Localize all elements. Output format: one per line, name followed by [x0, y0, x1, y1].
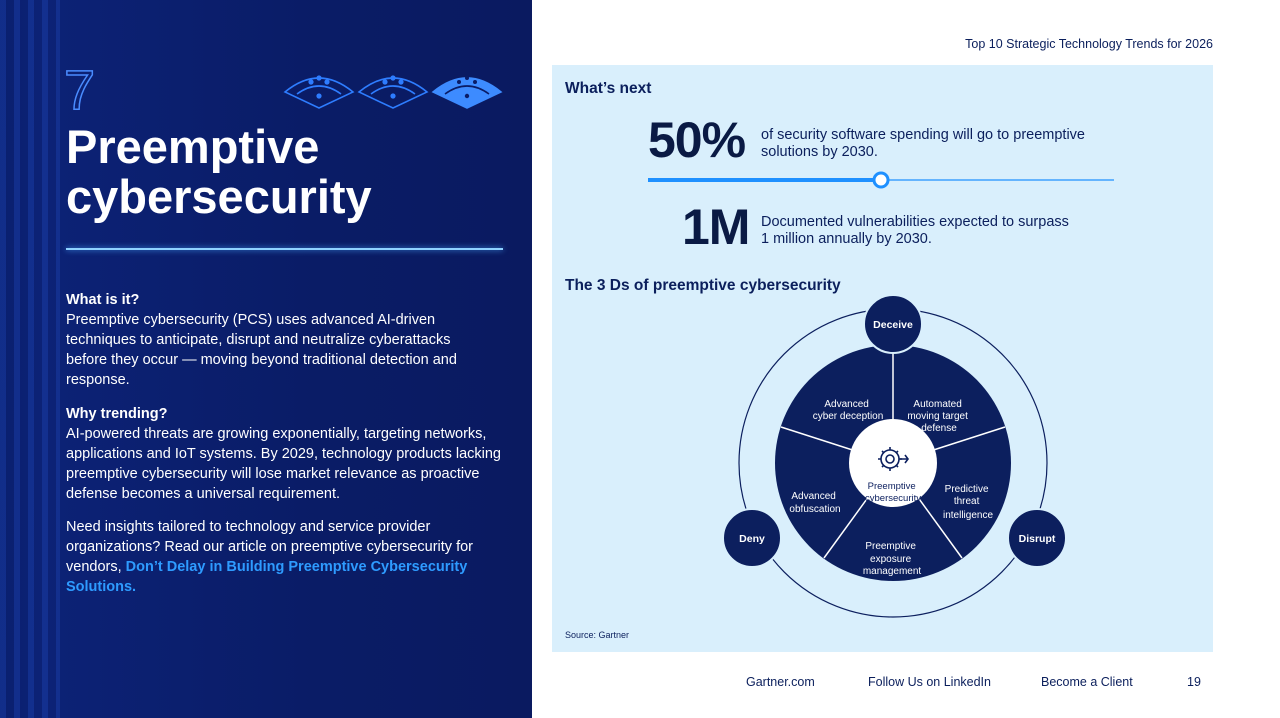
- document-title: Top 10 Strategic Technology Trends for 2026: [965, 37, 1213, 51]
- segment-label-line: threat: [953, 496, 980, 507]
- title-line: Preemptive: [66, 120, 320, 173]
- stat-1m: 1M: [682, 199, 750, 255]
- segment-label-line: Advanced: [791, 491, 836, 502]
- segment-label-line: defense: [921, 423, 957, 434]
- segment-label-line: Advanced: [824, 399, 869, 410]
- stat1-text-line: solutions by 2030.: [761, 144, 878, 160]
- stat2-text-line: Documented vulnerabilities expected to surpass: [761, 214, 1069, 230]
- stat2-text-line: 1 million annually by 2030.: [761, 231, 932, 247]
- segment-label-line: Predictive: [944, 484, 989, 495]
- what-heading: What is it?: [66, 292, 140, 308]
- center-label-line: cybersecurity: [865, 493, 921, 504]
- whats-next-panel: [552, 65, 1213, 652]
- source-note: Source: Gartner: [565, 630, 630, 640]
- article-link[interactable]: Don’t Delay in Building Preemptive Cybersecurity Solutions.: [66, 559, 468, 595]
- radar-icon-active: [433, 76, 501, 108]
- radar-icons: [283, 70, 503, 112]
- segment-label-exposure-management: [863, 541, 922, 577]
- center-label: [865, 481, 921, 504]
- radar-icon: [285, 76, 353, 108]
- insight-text: Need insights tailored to technology and service provider organizations? Read our article on preemptive cybersecurity for vendors,: [66, 519, 474, 575]
- decorative-stripes: [0, 0, 60, 718]
- what-section: [66, 290, 506, 390]
- node-label-deceive: Deceive: [873, 319, 913, 331]
- radar-icon: [359, 76, 427, 108]
- segment-label-line: Automated: [913, 399, 962, 410]
- page-number: 19: [1187, 675, 1201, 689]
- three-ds-diagram: [552, 65, 1213, 652]
- segment-label-line: obfuscation: [789, 504, 841, 515]
- node-disrupt: [1008, 509, 1066, 567]
- node-label-deny: Deny: [739, 533, 765, 545]
- trend-number: 7: [64, 58, 96, 121]
- whats-next-heading: What’s next: [565, 80, 652, 97]
- segment-label-line: Preemptive: [865, 541, 916, 552]
- node-label-disrupt: Disrupt: [1018, 533, 1056, 545]
- what-text: Preemptive cybersecurity (PCS) uses advanced AI-driven techniques to anticipate, disrupt and neutralize cyberattacks before they occur — moving beyond traditional detection and response.: [66, 312, 457, 388]
- title-divider: [66, 248, 503, 250]
- insight-section: [66, 517, 486, 597]
- left-panel: [0, 0, 532, 718]
- linkedin-link[interactable]: Follow Us on LinkedIn: [868, 675, 991, 689]
- node-deceive: [864, 295, 922, 353]
- page-title: [66, 122, 506, 222]
- title-line: cybersecurity: [66, 170, 372, 223]
- stat1-text-line: of security software spending will go to preemptive: [761, 127, 1085, 143]
- segment-label-line: intelligence: [942, 510, 994, 521]
- segment-label-line: exposure: [870, 554, 912, 565]
- diagram-heading: The 3 Ds of preemptive cybersecurity: [565, 277, 841, 294]
- stat-50-percent: 50%: [648, 112, 746, 168]
- gartner-link[interactable]: Gartner.com: [746, 675, 815, 689]
- segment-label-line: cyber deception: [812, 411, 884, 422]
- why-heading: Why trending?: [66, 406, 168, 422]
- node-deny: [723, 509, 781, 567]
- why-section: [66, 404, 506, 504]
- center-label-line: Preemptive: [867, 481, 916, 492]
- segment-label-line: moving target: [907, 411, 968, 422]
- become-client-link[interactable]: Become a Client: [1041, 675, 1133, 689]
- segment-label-line: management: [862, 566, 922, 577]
- why-text: AI-powered threats are growing exponentially, targeting networks, applications and IoT systems. By 2029, technology products lacking preemptive cybersecurity will lose market relevance as proactive defense becomes a universal requirement.: [66, 426, 501, 502]
